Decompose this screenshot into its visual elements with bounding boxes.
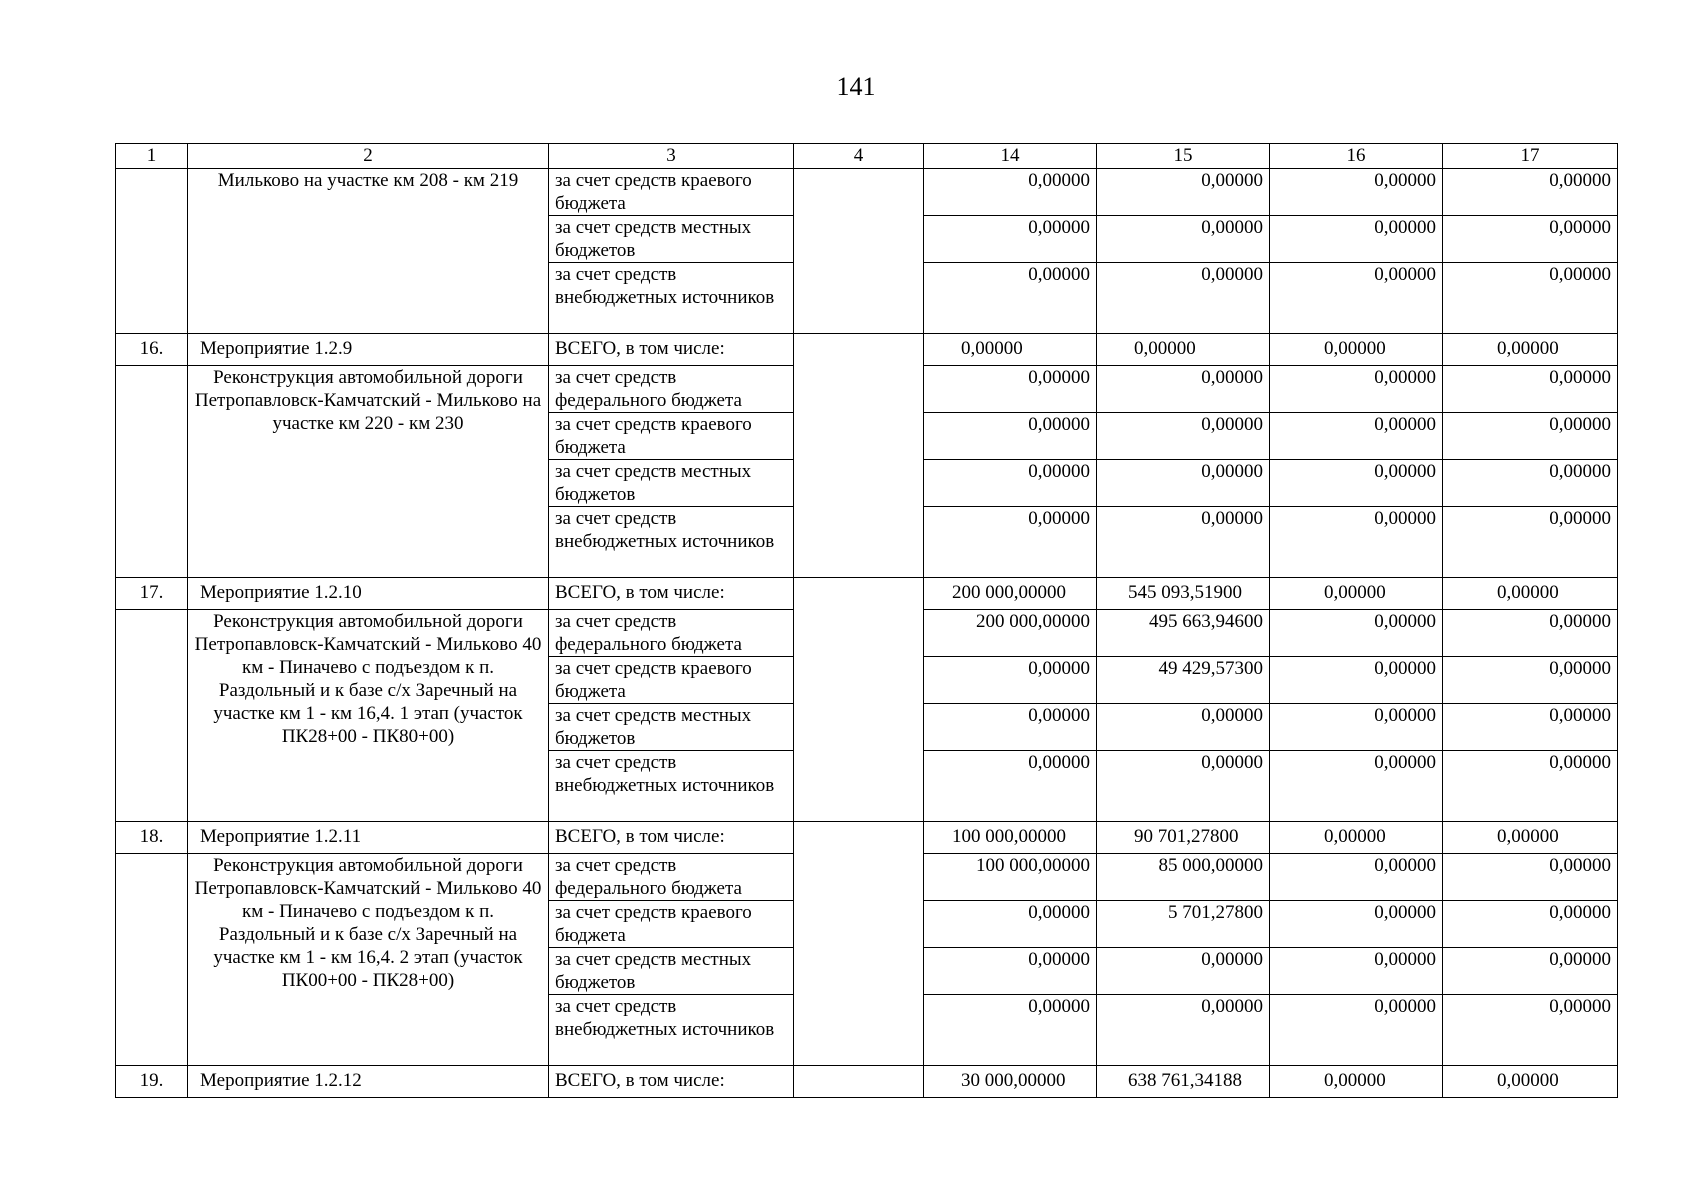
value-cell: 0,00000 <box>924 657 1097 704</box>
value-cell: 0,00000 <box>924 169 1097 216</box>
value-cell: 0,00000 <box>1097 169 1270 216</box>
source-label: за счет средств краевого бюджета <box>549 657 794 704</box>
value-cell: 100 000,00000 <box>924 854 1097 901</box>
value-cell: 0,00000 <box>1443 704 1618 751</box>
total-value-cell: 30 000,00000 <box>924 1066 1097 1098</box>
total-value-cell: 200 000,00000 <box>924 578 1097 610</box>
value-cell: 0,00000 <box>1270 216 1443 263</box>
col-header: 14 <box>924 144 1097 169</box>
value-cell: 0,00000 <box>924 216 1097 263</box>
value-cell: 0,00000 <box>1270 948 1443 995</box>
total-value-cell: 0,00000 <box>1443 822 1618 854</box>
total-value-cell: 0,00000 <box>1270 578 1443 610</box>
event-description: Мильково на участке км 208 - км 219 <box>188 169 549 334</box>
value-cell: 0,00000 <box>1270 169 1443 216</box>
column-4-cell <box>794 578 924 822</box>
value-cell: 0,00000 <box>1097 216 1270 263</box>
value-cell: 0,00000 <box>1443 413 1618 460</box>
value-cell: 85 000,00000 <box>1097 854 1270 901</box>
value-cell: 0,00000 <box>1270 413 1443 460</box>
value-cell: 0,00000 <box>924 460 1097 507</box>
source-label: за счет средств внебюджетных источников <box>549 507 794 578</box>
total-value-cell: 0,00000 <box>1270 334 1443 366</box>
event-title: Мероприятие 1.2.11 <box>188 822 549 854</box>
row-number: 16. <box>116 334 188 366</box>
value-cell: 0,00000 <box>1270 854 1443 901</box>
value-cell: 0,00000 <box>924 413 1097 460</box>
total-value-cell: 0,00000 <box>1270 822 1443 854</box>
source-label: за счет средств внебюджетных источников <box>549 751 794 822</box>
total-value-cell: 0,00000 <box>1443 1066 1618 1098</box>
value-cell: 0,00000 <box>924 263 1097 334</box>
col-header: 15 <box>1097 144 1270 169</box>
value-cell: 200 000,00000 <box>924 610 1097 657</box>
value-cell: 0,00000 <box>1443 657 1618 704</box>
column-4-cell <box>794 822 924 1066</box>
value-cell: 0,00000 <box>1097 751 1270 822</box>
source-label: за счет средств внебюджетных источников <box>549 995 794 1066</box>
source-label: за счет средств краевого бюджета <box>549 169 794 216</box>
value-cell: 0,00000 <box>1443 169 1618 216</box>
row-number: 18. <box>116 822 188 854</box>
event-description: Реконструкция автомобильной дороги Петропавловск-Камчатский - Мильково 40 км - Пиначево с подъездом к п. Раздольный и к базе с/х Заречный на участке км 1 - км 16,4. 1 этап (участок ПК28+00 - ПК80+00) <box>188 610 549 822</box>
value-cell: 0,00000 <box>1270 995 1443 1066</box>
value-cell: 0,00000 <box>924 901 1097 948</box>
total-value-cell: 90 701,27800 <box>1097 822 1270 854</box>
source-label: за счет средств федерального бюджета <box>549 610 794 657</box>
source-label: ВСЕГО, в том числе: <box>549 334 794 366</box>
source-label: за счет средств краевого бюджета <box>549 413 794 460</box>
total-value-cell: 0,00000 <box>924 334 1097 366</box>
value-cell: 0,00000 <box>1097 995 1270 1066</box>
total-value-cell: 0,00000 <box>1270 1066 1443 1098</box>
value-cell: 0,00000 <box>924 995 1097 1066</box>
col-header: 4 <box>794 144 924 169</box>
value-cell: 0,00000 <box>1443 948 1618 995</box>
page-number: 141 <box>836 72 876 101</box>
source-label: за счет средств федерального бюджета <box>549 854 794 901</box>
header-row <box>116 144 1618 169</box>
value-cell: 0,00000 <box>1097 366 1270 413</box>
total-value-cell: 0,00000 <box>1443 334 1618 366</box>
table-row-total <box>116 822 1618 854</box>
row-number-cell <box>116 610 188 822</box>
value-cell: 0,00000 <box>1270 507 1443 578</box>
value-cell: 0,00000 <box>1443 263 1618 334</box>
source-label: за счет средств внебюджетных источников <box>549 263 794 334</box>
value-cell: 0,00000 <box>1443 216 1618 263</box>
column-4-cell <box>794 1066 924 1098</box>
value-cell: 49 429,57300 <box>1097 657 1270 704</box>
table-row <box>116 169 1618 216</box>
funding-table <box>115 143 1618 1098</box>
source-label: за счет средств местных бюджетов <box>549 460 794 507</box>
value-cell: 0,00000 <box>1443 751 1618 822</box>
value-cell: 0,00000 <box>1443 366 1618 413</box>
total-value-cell: 0,00000 <box>1443 578 1618 610</box>
total-value-cell: 545 093,51900 <box>1097 578 1270 610</box>
value-cell: 0,00000 <box>1270 901 1443 948</box>
source-label: за счет средств местных бюджетов <box>549 704 794 751</box>
value-cell: 0,00000 <box>1097 507 1270 578</box>
row-number-cell <box>116 366 188 578</box>
value-cell: 0,00000 <box>924 704 1097 751</box>
source-label: за счет средств местных бюджетов <box>549 948 794 995</box>
table-row-total <box>116 334 1618 366</box>
value-cell: 0,00000 <box>1270 460 1443 507</box>
col-header: 3 <box>549 144 794 169</box>
event-title: Мероприятие 1.2.12 <box>188 1066 549 1098</box>
source-label: ВСЕГО, в том числе: <box>549 578 794 610</box>
value-cell: 0,00000 <box>1270 751 1443 822</box>
value-cell: 0,00000 <box>1097 704 1270 751</box>
total-value-cell: 0,00000 <box>1097 334 1270 366</box>
value-cell: 0,00000 <box>1443 610 1618 657</box>
value-cell: 0,00000 <box>1270 263 1443 334</box>
event-title: Мероприятие 1.2.10 <box>188 578 549 610</box>
source-label: за счет средств краевого бюджета <box>549 901 794 948</box>
source-label: ВСЕГО, в том числе: <box>549 1066 794 1098</box>
value-cell: 0,00000 <box>1270 704 1443 751</box>
source-label: за счет средств местных бюджетов <box>549 216 794 263</box>
column-4-cell <box>794 169 924 334</box>
value-cell: 0,00000 <box>1270 366 1443 413</box>
col-header: 2 <box>188 144 549 169</box>
event-description: Реконструкция автомобильной дороги Петропавловск-Камчатский - Мильково на участке км 220 - км 230 <box>188 366 549 578</box>
value-cell: 0,00000 <box>924 948 1097 995</box>
row-number-cell <box>116 169 188 334</box>
value-cell: 0,00000 <box>1443 854 1618 901</box>
row-number: 19. <box>116 1066 188 1098</box>
table-row-total <box>116 1066 1618 1098</box>
value-cell: 0,00000 <box>1097 413 1270 460</box>
value-cell: 0,00000 <box>1443 995 1618 1066</box>
event-title: Мероприятие 1.2.9 <box>188 334 549 366</box>
event-description: Реконструкция автомобильной дороги Петропавловск-Камчатский - Мильково 40 км - Пиначево с подъездом к п. Раздольный и к базе с/х Заречный на участке км 1 - км 16,4. 2 этап (участок ПК00+00 - ПК28+00) <box>188 854 549 1066</box>
value-cell: 0,00000 <box>1097 948 1270 995</box>
value-cell: 0,00000 <box>1443 460 1618 507</box>
value-cell: 0,00000 <box>1443 901 1618 948</box>
value-cell: 5 701,27800 <box>1097 901 1270 948</box>
value-cell: 0,00000 <box>924 751 1097 822</box>
value-cell: 495 663,94600 <box>1097 610 1270 657</box>
col-header: 17 <box>1443 144 1618 169</box>
value-cell: 0,00000 <box>924 507 1097 578</box>
col-header: 16 <box>1270 144 1443 169</box>
row-number-cell <box>116 854 188 1066</box>
source-label: за счет средств федерального бюджета <box>549 366 794 413</box>
value-cell: 0,00000 <box>1270 657 1443 704</box>
value-cell: 0,00000 <box>924 366 1097 413</box>
total-value-cell: 638 761,34188 <box>1097 1066 1270 1098</box>
col-header: 1 <box>116 144 188 169</box>
value-cell: 0,00000 <box>1097 460 1270 507</box>
value-cell: 0,00000 <box>1097 263 1270 334</box>
column-4-cell <box>794 334 924 578</box>
row-number: 17. <box>116 578 188 610</box>
value-cell: 0,00000 <box>1270 610 1443 657</box>
value-cell: 0,00000 <box>1443 507 1618 578</box>
total-value-cell: 100 000,00000 <box>924 822 1097 854</box>
source-label: ВСЕГО, в том числе: <box>549 822 794 854</box>
table-row-total <box>116 578 1618 610</box>
